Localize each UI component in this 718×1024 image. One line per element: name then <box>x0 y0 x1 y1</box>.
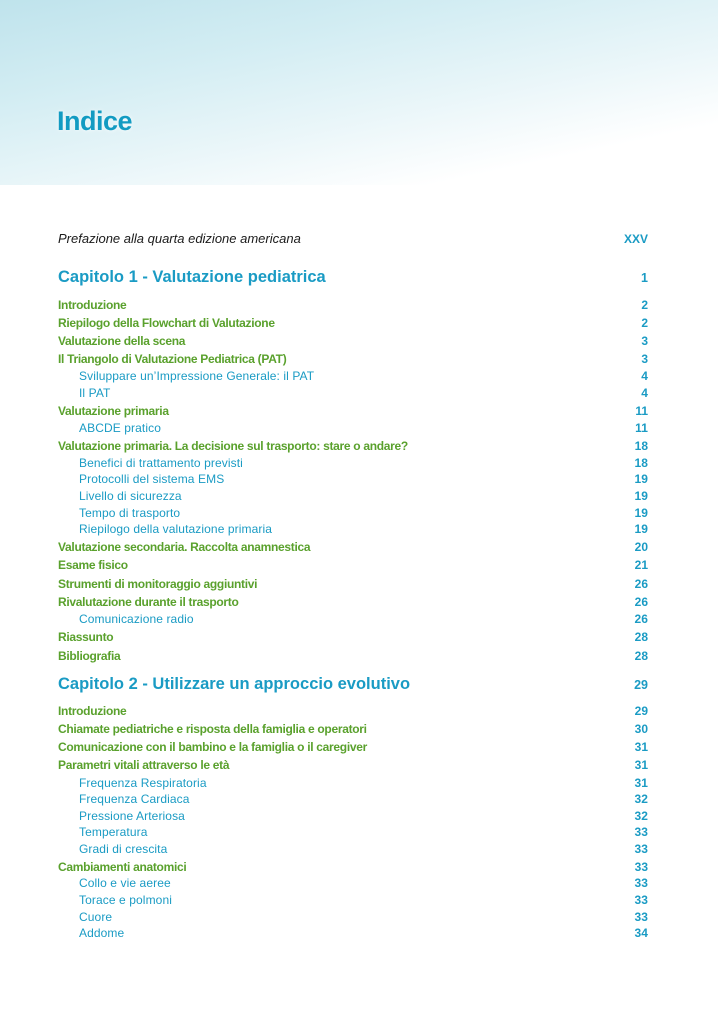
toc-label: Riepilogo della Flowchart di Valutazione <box>58 316 275 330</box>
toc-label: Introduzione <box>58 298 127 312</box>
toc-label: Valutazione primaria. La decisione sul trasporto: stare o andare? <box>58 439 408 453</box>
toc-subentry[interactable] <box>79 926 648 940</box>
toc-subentry[interactable] <box>79 842 648 856</box>
toc-label: Protocolli del sistema EMS <box>79 472 225 486</box>
toc-page-number: 31 <box>634 740 648 754</box>
toc-label: Livello di sicurezza <box>79 489 182 503</box>
toc-label: Cuore <box>79 910 113 924</box>
toc-page-number: 19 <box>634 522 648 536</box>
toc-subentry[interactable] <box>79 386 648 400</box>
toc-label: Addome <box>79 926 125 940</box>
toc-label: Il Triangolo di Valutazione Pediatrica (PAT) <box>58 352 287 366</box>
toc-label: Riassunto <box>58 630 114 644</box>
toc-label: Parametri vitali attraverso le età <box>58 758 230 772</box>
toc-label: Rivalutazione durante il trasporto <box>58 595 239 609</box>
toc-subentry[interactable] <box>79 893 648 907</box>
toc-page-number: 33 <box>634 842 648 856</box>
toc-label: Bibliografia <box>58 649 121 663</box>
toc-page-number: 4 <box>641 369 648 383</box>
toc-entry[interactable] <box>58 352 648 366</box>
toc-entry[interactable] <box>58 540 648 554</box>
toc-page-number: 32 <box>634 792 648 806</box>
toc-entry[interactable] <box>58 595 648 609</box>
toc-page-number: 33 <box>634 825 648 839</box>
toc-entry[interactable] <box>58 439 648 453</box>
toc-label: Valutazione secondaria. Raccolta anamnestica <box>58 540 311 554</box>
toc-entry[interactable] <box>58 298 648 312</box>
chapter-heading[interactable] <box>58 675 648 694</box>
toc-entry[interactable] <box>58 577 648 591</box>
toc-subentry[interactable] <box>79 522 648 536</box>
toc-label: Prefazione alla quarta edizione americana <box>58 231 301 246</box>
toc-page-number: 28 <box>634 649 648 663</box>
toc-page-number: 21 <box>634 558 648 572</box>
toc-label: Il PAT <box>79 386 111 400</box>
toc-page-number: 29 <box>634 678 648 692</box>
toc-page-number: 3 <box>641 334 648 348</box>
toc-page-number: 18 <box>634 456 648 470</box>
toc-entry[interactable] <box>58 740 648 754</box>
toc-page-number: 31 <box>634 776 648 790</box>
toc-page-number: 28 <box>634 630 648 644</box>
toc-label: Pressione Arteriosa <box>79 809 185 823</box>
toc-page-number: 34 <box>634 926 648 940</box>
toc-entry[interactable] <box>58 316 648 330</box>
chapter-title: Capitolo 2 - Utilizzare un approccio evolutivo <box>58 675 411 693</box>
toc-subentry[interactable] <box>79 825 648 839</box>
toc-entry[interactable] <box>58 404 648 418</box>
toc-subentry[interactable] <box>79 369 648 383</box>
toc-label: Tempo di trasporto <box>79 506 181 520</box>
toc-label: Chiamate pediatriche e risposta della famiglia e operatori <box>58 722 367 736</box>
toc-label: Esame fisico <box>58 558 128 572</box>
toc-label: Riepilogo della valutazione primaria <box>79 522 273 536</box>
toc-page-number: 33 <box>634 860 648 874</box>
chapter-heading[interactable] <box>58 268 648 287</box>
header-band <box>0 0 718 185</box>
toc-subentry[interactable] <box>79 472 648 486</box>
toc-page-number: 19 <box>634 506 648 520</box>
toc-page-number: 11 <box>635 421 648 435</box>
toc-subentry[interactable] <box>79 421 648 435</box>
toc-entry[interactable] <box>58 704 648 718</box>
toc-page-number: 33 <box>634 893 648 907</box>
toc-subentry[interactable] <box>79 612 648 626</box>
toc-subentry[interactable] <box>79 809 648 823</box>
toc-label: Comunicazione radio <box>79 612 194 626</box>
toc-label: Sviluppare un’Impressione Generale: il PAT <box>79 369 315 383</box>
toc-entry[interactable] <box>58 649 648 663</box>
toc-page-number: 4 <box>641 386 648 400</box>
toc-page-number: XXV <box>623 232 648 246</box>
toc-subentry[interactable] <box>79 876 648 890</box>
toc-entry[interactable] <box>58 860 648 874</box>
toc-label: Temperatura <box>79 825 148 839</box>
toc-entry[interactable] <box>58 722 648 736</box>
toc-page-number: 19 <box>634 489 648 503</box>
toc-page-number: 31 <box>634 758 648 772</box>
toc-subentry[interactable] <box>79 910 648 924</box>
toc-label: Valutazione primaria <box>58 404 169 418</box>
toc-label: Benefici di trattamento previsti <box>79 456 243 470</box>
toc-page-number: 32 <box>634 809 648 823</box>
toc-page-number: 26 <box>634 577 648 591</box>
toc-entry[interactable] <box>58 630 648 644</box>
page-title: Indice <box>57 106 133 136</box>
toc-entry[interactable] <box>58 558 648 572</box>
toc-subentry[interactable] <box>79 489 648 503</box>
toc-page-number: 33 <box>634 910 648 924</box>
toc-label: Strumenti di monitoraggio aggiuntivi <box>58 577 258 591</box>
toc-label: Frequenza Respiratoria <box>79 776 207 790</box>
toc-label: Frequenza Cardiaca <box>79 792 190 806</box>
toc-label: Cambiamenti anatomici <box>58 860 187 874</box>
toc-label: Valutazione della scena <box>58 334 186 348</box>
toc-preface[interactable] <box>58 231 648 246</box>
toc-entry[interactable] <box>58 334 648 348</box>
toc-page-number: 26 <box>634 612 648 626</box>
toc-label: Gradi di crescita <box>79 842 168 856</box>
toc-page-number: 26 <box>634 595 648 609</box>
toc-page-number: 11 <box>635 404 648 418</box>
toc-page-number: 1 <box>641 271 648 285</box>
toc-subentry[interactable] <box>79 776 648 790</box>
toc-page-number: 18 <box>634 439 648 453</box>
toc-subentry[interactable] <box>79 506 648 520</box>
toc-entry[interactable] <box>58 758 648 772</box>
chapter-title: Capitolo 1 - Valutazione pediatrica <box>58 268 326 286</box>
toc-page-number: 29 <box>634 704 648 718</box>
toc-label: ABCDE pratico <box>79 421 161 435</box>
toc-page-number: 30 <box>634 722 648 736</box>
toc-page-number: 33 <box>634 876 648 890</box>
toc-page-number: 19 <box>634 472 648 486</box>
toc-label: Introduzione <box>58 704 127 718</box>
toc-label: Torace e polmoni <box>79 893 172 907</box>
toc-page-number: 3 <box>641 352 648 366</box>
toc-page-number: 2 <box>641 298 648 312</box>
toc-label: Comunicazione con il bambino e la famiglia o il caregiver <box>58 740 367 754</box>
toc-subentry[interactable] <box>79 456 648 470</box>
toc-page-number: 2 <box>641 316 648 330</box>
toc-label: Collo e vie aeree <box>79 876 171 890</box>
toc-subentry[interactable] <box>79 792 648 806</box>
toc-page-number: 20 <box>634 540 648 554</box>
